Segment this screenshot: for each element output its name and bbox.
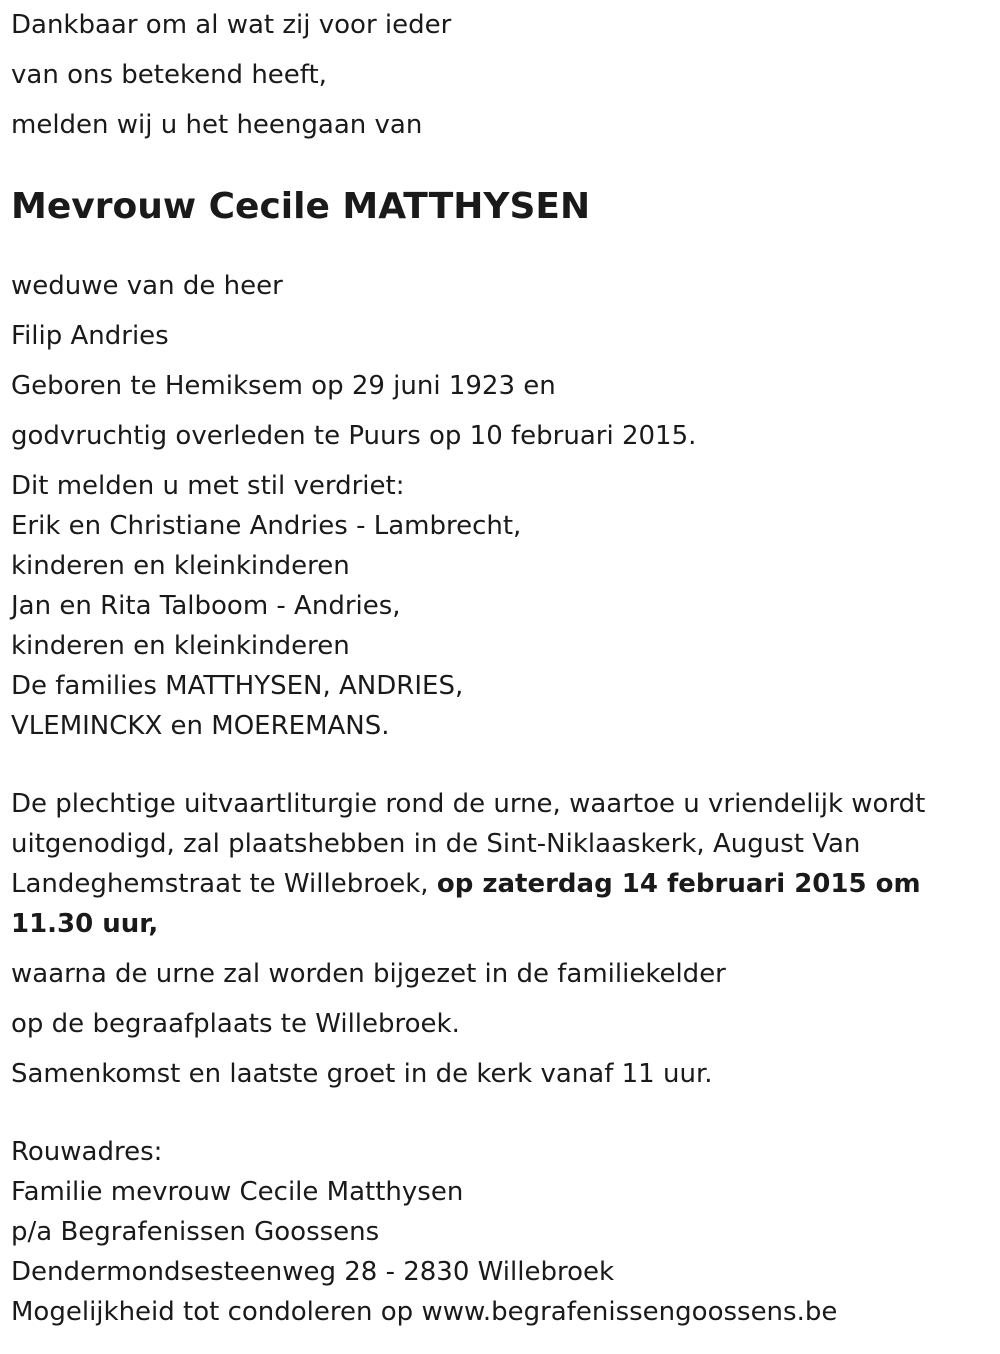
deceased-name: Mevrouw Cecile MATTHYSEN	[11, 186, 591, 227]
mourning-address	[11, 1132, 991, 1332]
ceremony-text: De plechtige uitvaartliturgie rond de urne, waartoe u vriendelijk wordt uitgenodigd, zal plaatshebben in de Sint-Niklaaskerk, August Van Landeghemstraat te Willebroek,	[11, 789, 926, 899]
condolence-line: Mogelijkheid tot condoleren op www.begrafenissengoossens.be	[11, 1297, 838, 1327]
ceremony-paragraph	[11, 784, 986, 944]
detail-line: Geboren te Hemiksem op 29 juni 1923 en	[11, 371, 556, 401]
mourner-line: Jan en Rita Talboom - Andries,	[11, 591, 401, 621]
burial-line: op de begraafplaats te Willebroek.	[11, 1009, 460, 1039]
intro-line: Dankbaar om al wat zij voor ieder	[11, 10, 452, 40]
detail-line: weduwe van de heer	[11, 271, 283, 301]
mourner-line: kinderen en kleinkinderen	[11, 631, 350, 661]
mourner-line: VLEMINCKX en MOEREMANS.	[11, 711, 390, 741]
address-line: Familie mevrouw Cecile Matthysen	[11, 1177, 464, 1207]
deceased-details	[11, 266, 991, 456]
address-line: Dendermondsesteenweg 28 - 2830 Willebroek	[11, 1257, 615, 1287]
intro-line: melden wij u het heengaan van	[11, 110, 423, 140]
ceremony-date: op zaterdag 14 februari 2015 om 11.30 uur,	[11, 869, 921, 939]
mourner-line: De families MATTHYSEN, ANDRIES,	[11, 671, 464, 701]
burial-line: waarna de urne zal worden bijgezet in de familiekelder	[11, 959, 726, 989]
address-line: Rouwadres:	[11, 1137, 163, 1167]
mourner-line: Erik en Christiane Andries - Lambrecht,	[11, 511, 522, 541]
mourners-list	[11, 466, 991, 746]
detail-line: Filip Andries	[11, 321, 169, 351]
burial-details	[11, 954, 991, 1094]
detail-line: godvruchtig overleden te Puurs op 10 februari 2015.	[11, 421, 697, 451]
intro-text	[11, 0, 991, 145]
intro-line: van ons betekend heeft,	[11, 60, 327, 90]
mourner-line: kinderen en kleinkinderen	[11, 551, 350, 581]
burial-line: Samenkomst en laatste groet in de kerk vanaf 11 uur.	[11, 1059, 713, 1089]
address-line: p/a Begrafenissen Goossens	[11, 1217, 380, 1247]
mourner-line: Dit melden u met stil verdriet:	[11, 471, 405, 501]
death-notice	[11, 0, 991, 1332]
